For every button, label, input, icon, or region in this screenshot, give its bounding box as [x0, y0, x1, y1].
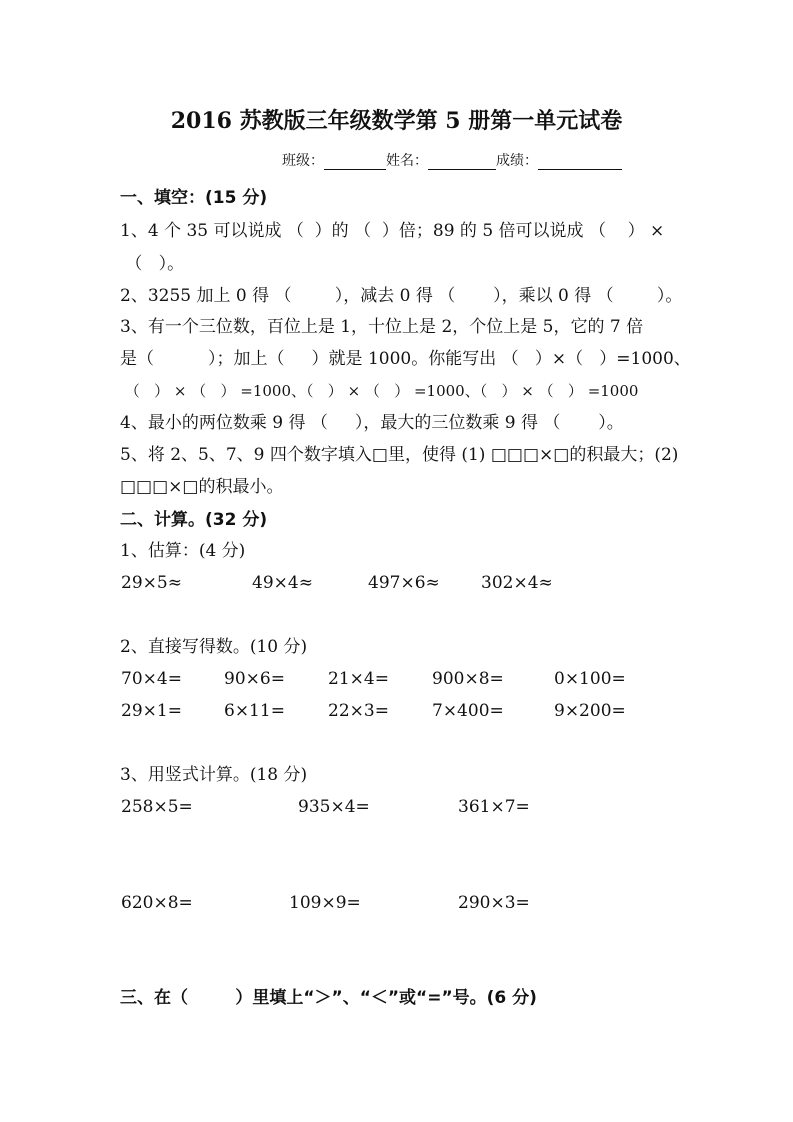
mental-math-item: 21×4=: [328, 669, 389, 689]
section1-heading: 一、填空：(15 分): [120, 188, 268, 208]
question-line: （ ）。: [120, 254, 185, 274]
vertical-calc-item: 935×4=: [298, 797, 370, 817]
vertical-calc-item: 620×8=: [121, 893, 193, 913]
score-label: 成绩：: [496, 153, 538, 169]
question-line: 是（ ）；加上（ ）就是 1000。你能写出 （ ）×（ ）=1000、: [120, 349, 691, 369]
name-field[interactable]: [428, 155, 496, 170]
student-info: [282, 150, 622, 170]
estimate-item: 49×4≈: [252, 573, 313, 593]
question-line: 5、将 2、5、7、9 四个数字填入□里，使得 (1) □□□×□的积最大；(2): [120, 445, 679, 465]
estimate-item: 497×6≈: [368, 573, 440, 593]
mental-math-item: 29×1=: [121, 701, 182, 721]
question-line: 2、3255 加上 0 得 （ ），减去 0 得 （ ），乘以 0 得 （ ）。: [120, 286, 683, 306]
score-field[interactable]: [538, 155, 622, 170]
section3-heading: 三、在（ ）里填上“＞”、“＜”或“=”号。(6 分): [120, 988, 537, 1008]
mental-math-item: 90×6=: [224, 669, 285, 689]
mental-math-item: 9×200=: [554, 701, 626, 721]
vertical-calc-item: 258×5=: [121, 797, 193, 817]
mental-math-item: 0×100=: [554, 669, 626, 689]
class-label: 班级：: [282, 153, 324, 169]
question-line: （ ） × （ ） =1000、（ ） × （ ） =1000、（ ） × （ ） =1000: [120, 382, 639, 400]
mental-math-item: 7×400=: [432, 701, 504, 721]
mental-math-item: 70×4=: [121, 669, 182, 689]
mental-math-item: 22×3=: [328, 701, 389, 721]
class-field[interactable]: [324, 155, 386, 170]
mental-math-item: 900×8=: [432, 669, 504, 689]
question-line: □□□×□的积最小。: [120, 477, 284, 497]
estimate-item: 302×4≈: [481, 573, 553, 593]
section2-heading: 二、计算。(32 分): [120, 510, 268, 530]
vertical-calc-item: 290×3=: [458, 893, 530, 913]
vertical-calc-item: 361×7=: [458, 797, 530, 817]
subquestion-label: 1、估算：(4 分): [120, 541, 246, 561]
mental-math-item: 6×11=: [224, 701, 285, 721]
estimate-item: 29×5≈: [121, 573, 182, 593]
subquestion-label: 3、用竖式计算。(18 分): [120, 765, 308, 785]
question-line: 4、最小的两位数乘 9 得 （ ），最大的三位数乘 9 得 （ ）。: [120, 413, 624, 433]
page-title: 2016 苏教版三年级数学第 5 册第一单元试卷: [170, 108, 623, 134]
question-line: 1、4 个 35 可以说成 （ ）的 （ ）倍；89 的 5 倍可以说成 （ ） ×: [120, 221, 665, 241]
name-label: 姓名：: [386, 153, 428, 169]
question-line: 3、有一个三位数，百位上是 1，十位上是 2，个位上是 5，它的 7 倍: [120, 317, 644, 337]
vertical-calc-item: 109×9=: [289, 893, 361, 913]
subquestion-label: 2、直接写得数。(10 分): [120, 637, 308, 657]
